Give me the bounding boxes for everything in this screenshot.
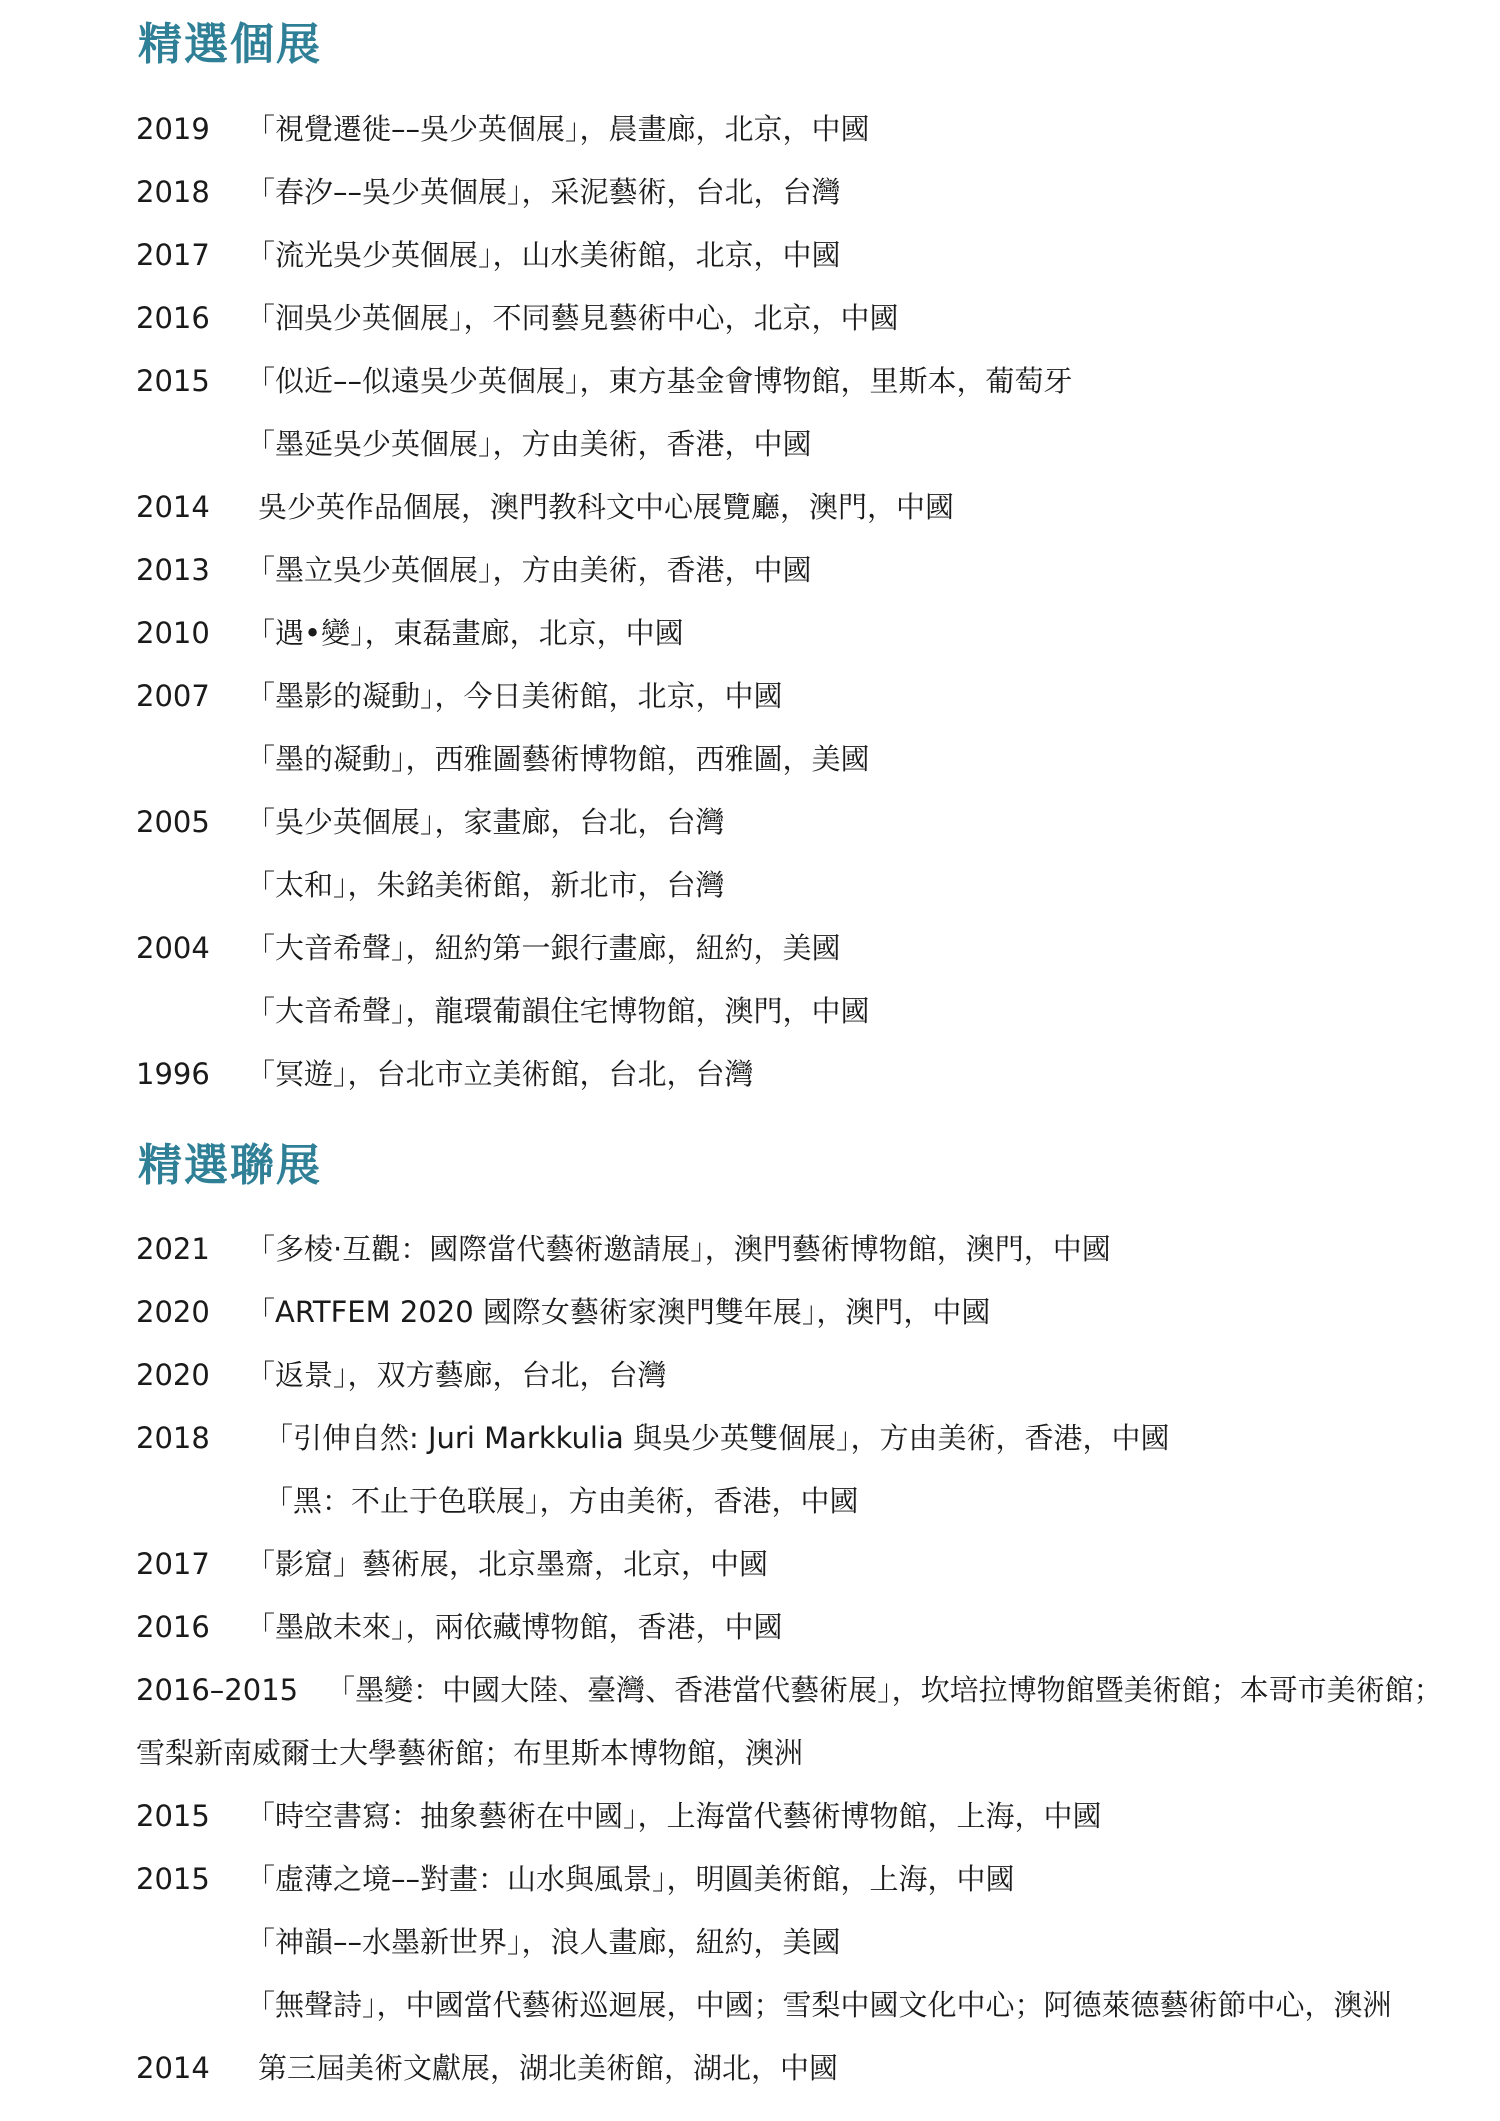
solo-entry — [136, 791, 1460, 854]
solo-entry — [136, 161, 1460, 224]
solo-entry — [136, 224, 1460, 287]
entry-year: 2018 — [136, 1421, 210, 1455]
entry-year: 2016 — [136, 1610, 210, 1644]
group-entry — [136, 1911, 1460, 1974]
entry-year: 2015 — [136, 1862, 210, 1896]
entry-text: 「洄吳少英個展」，不同藝見藝術中心，北京，中國 — [246, 301, 899, 335]
entry-text: 「神韻––水墨新世界」，浪人畫廊，紐約，美國 — [246, 1925, 841, 1959]
solo-entry — [136, 476, 1460, 539]
entry-year: 2014 — [136, 2051, 210, 2085]
group-entry-wrapped — [136, 1659, 1466, 1785]
entry-year: 2018 — [136, 175, 210, 209]
entry-text: 「視覺遷徙––吳少英個展」，晨畫廊，北京，中國 — [246, 112, 870, 146]
entry-year: 2021 — [136, 1232, 210, 1266]
entry-year: 2020 — [136, 1295, 210, 1329]
solo-entry — [136, 728, 1460, 791]
entry-text: 「流光吳少英個展」，山水美術館，北京，中國 — [246, 238, 841, 272]
group-entry — [136, 1281, 1460, 1344]
entry-year: 2019 — [136, 112, 210, 146]
group-entry — [136, 1533, 1460, 1596]
group-entry — [136, 1470, 1460, 1533]
solo-entry — [136, 98, 1460, 161]
group-exhibitions-heading: 精選聯展 — [138, 1140, 322, 1191]
entry-text: 「冥遊」，台北市立美術館，台北，台灣 — [246, 1057, 754, 1091]
entry-text: 「返景」，双方藝廊，台北，台灣 — [246, 1358, 667, 1392]
entry-text: 「時空書寫：抽象藝術在中國」，上海當代藝術博物館，上海，中國 — [246, 1799, 1102, 1833]
solo-entry — [136, 602, 1460, 665]
solo-entry — [136, 539, 1460, 602]
entry-text: 「墨變：中國大陸、臺灣、香港當代藝術展」，坎培拉博物館暨美術館；本哥市美術館；雪梨新南威爾士大學藝術館；布里斯本博物館，澳洲 — [136, 1673, 1443, 1770]
group-entry — [136, 1407, 1460, 1470]
solo-exhibitions-heading: 精選個展 — [138, 19, 322, 70]
entry-year: 2014 — [136, 490, 210, 524]
group-entry — [136, 1218, 1460, 1281]
entry-year: 2015 — [136, 1799, 210, 1833]
entry-year: 2017 — [136, 238, 210, 272]
entry-year: 2015 — [136, 364, 210, 398]
entry-year: 2016 — [136, 301, 210, 335]
entry-year: 2020 — [136, 1358, 210, 1392]
group-entry — [136, 1785, 1460, 1848]
entry-text: 「影窟」藝術展，北京墨齋，北京，中國 — [246, 1547, 769, 1581]
entry-year: 2010 — [136, 616, 210, 650]
entry-text: 「春汐––吳少英個展」，采泥藝術，台北，台灣 — [246, 175, 841, 209]
entry-text: 「ARTFEM 2020 國際女藝術家澳門雙年展」，澳門，中國 — [246, 1295, 991, 1329]
entry-text: 「墨立吳少英個展」，方由美術，香港，中國 — [246, 553, 812, 587]
solo-entry — [136, 917, 1460, 980]
entry-year: 2013 — [136, 553, 210, 587]
entry-year: 1996 — [136, 1057, 210, 1091]
entry-text: 「墨啟未來」，兩依藏博物館，香港，中國 — [246, 1610, 783, 1644]
entry-year: 2016–2015 — [136, 1673, 299, 1707]
solo-entry — [136, 854, 1460, 917]
entry-text: 「吳少英個展」，家畫廊，台北，台灣 — [246, 805, 725, 839]
entry-text: 吳少英作品個展，澳門教科文中心展覽廳，澳門，中國 — [258, 490, 955, 524]
entry-text: 「大音希聲」，龍環葡韻住宅博物館，澳門，中國 — [246, 994, 870, 1028]
solo-entry — [136, 287, 1460, 350]
entry-text: 第三屆美術文獻展，湖北美術館，湖北，中國 — [258, 2051, 839, 2085]
entry-text: 「虛薄之境––對畫：山水與風景」，明圓美術館，上海，中國 — [246, 1862, 1015, 1896]
group-entry — [136, 2037, 1460, 2100]
entry-text: 「遇•變」，東磊畫廊，北京，中國 — [246, 616, 684, 650]
group-entry — [136, 1848, 1460, 1911]
entry-text: 「多棱·互觀：國際當代藝術邀請展」，澳門藝術博物館，澳門，中國 — [246, 1232, 1111, 1266]
solo-entry — [136, 1043, 1460, 1106]
entry-text: 「墨的凝動」，西雅圖藝術博物館，西雅圖，美國 — [246, 742, 870, 776]
entry-text: 「引伸自然: Juri Markkulia 與吳少英雙個展」，方由美術，香港，中國 — [264, 1421, 1170, 1455]
group-entry — [136, 1974, 1460, 2037]
entry-text: 「黑：不止于色联展」，方由美術，香港，中國 — [264, 1484, 859, 1518]
entry-year: 2007 — [136, 679, 210, 713]
entry-year: 2017 — [136, 1547, 210, 1581]
entry-text: 「墨影的凝動」，今日美術館，北京，中國 — [246, 679, 783, 713]
solo-entry — [136, 350, 1460, 413]
solo-entry — [136, 665, 1460, 728]
entry-year: 2004 — [136, 931, 210, 965]
entry-text: 「無聲詩」，中國當代藝術巡迴展，中國；雪梨中國文化中心；阿德萊德藝術節中心，澳洲 — [246, 1988, 1392, 2022]
group-entry — [136, 1596, 1460, 1659]
solo-entry — [136, 413, 1460, 476]
entry-text: 「墨延吳少英個展」，方由美術，香港，中國 — [246, 427, 812, 461]
group-entry — [136, 1344, 1460, 1407]
solo-entry — [136, 980, 1460, 1043]
entry-year: 2005 — [136, 805, 210, 839]
entry-text: 「似近––似遠吳少英個展」，東方基金會博物館，里斯本，葡萄牙 — [246, 364, 1073, 398]
entry-text: 「太和」，朱銘美術館，新北市，台灣 — [246, 868, 725, 902]
entry-text: 「大音希聲」，紐約第一銀行畫廊，紐約，美國 — [246, 931, 841, 965]
